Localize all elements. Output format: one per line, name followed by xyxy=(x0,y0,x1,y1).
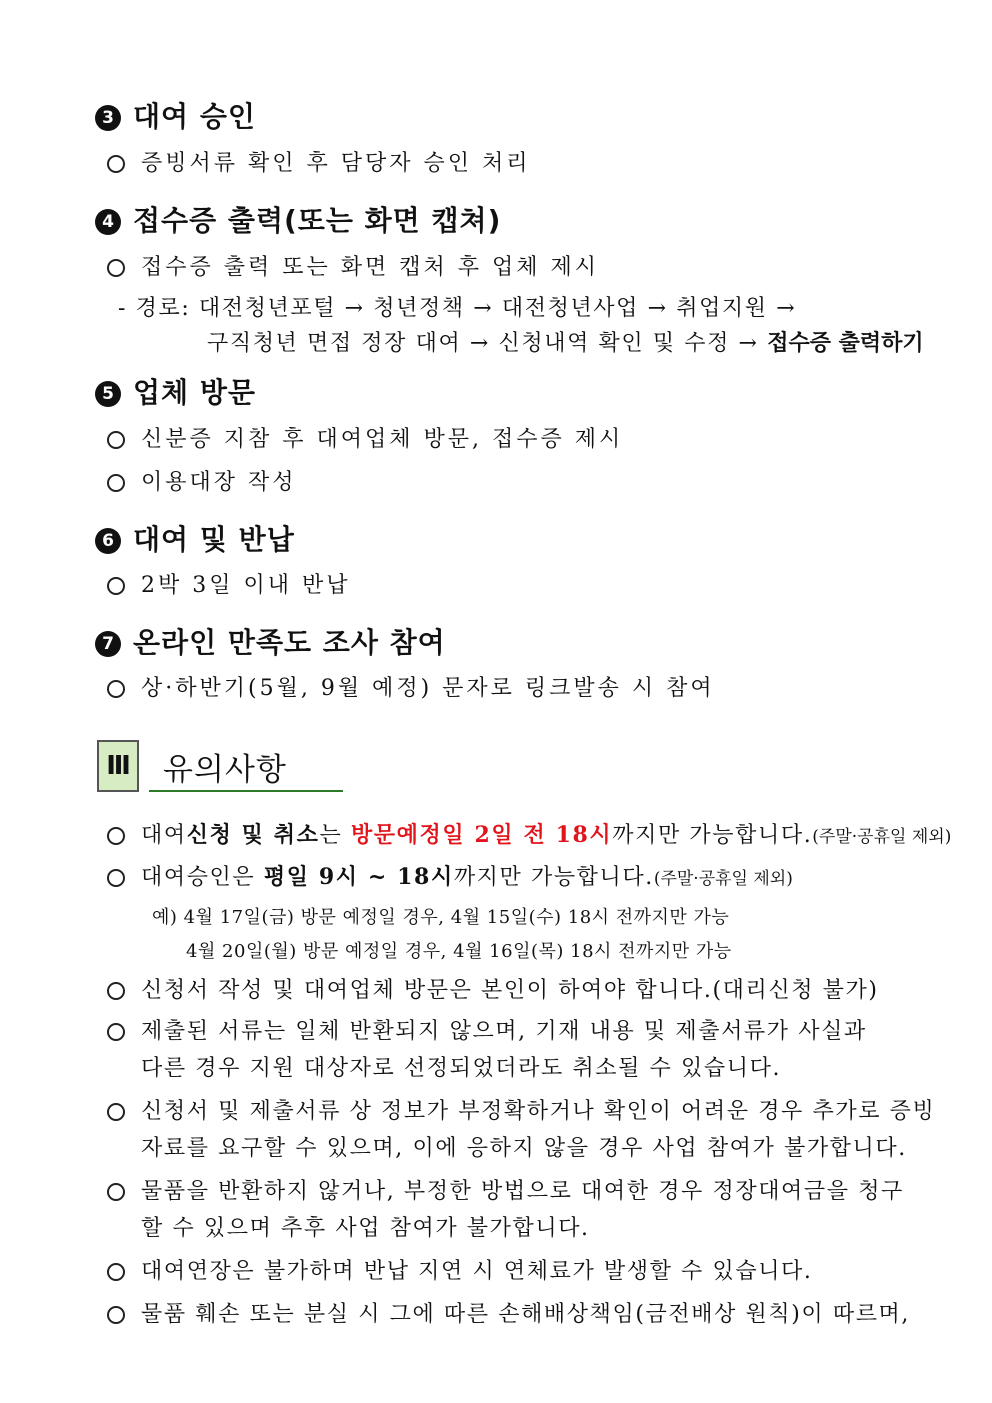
section-title-underline xyxy=(149,790,343,792)
path-line-1: - 경로: 대전청년포털 → 청년정책 → 대전청년사업 → 취업지원 → xyxy=(118,296,797,321)
step-7-heading xyxy=(95,621,446,661)
step-6-heading xyxy=(95,518,295,558)
circle-bullet-icon xyxy=(107,1306,125,1324)
section-title: 유의사항 xyxy=(163,752,287,788)
circle-bullet-icon xyxy=(107,474,125,492)
step-number-badge: 3 xyxy=(95,105,121,131)
note-item-4-cont: 다른 경우 지원 대상자로 선정되었더라도 취소될 수 있습니다. xyxy=(141,1056,782,1081)
note-item-5-cont: 자료를 요구할 수 있으며, 이에 응하지 않을 경우 사업 참여가 불가합니다. xyxy=(141,1136,907,1161)
step-number-badge: 6 xyxy=(95,528,121,554)
circle-bullet-icon xyxy=(107,155,125,173)
circle-bullet-icon xyxy=(107,869,125,887)
step-7-title: 온라인 만족도 조사 참여 xyxy=(133,626,446,659)
list-item: 신분증 지참 후 대여업체 방문, 접수증 제시 xyxy=(107,422,623,453)
note-item-7: 대여연장은 불가하며 반납 지연 시 연체료가 발생할 수 있습니다. xyxy=(107,1254,813,1285)
step-4-heading xyxy=(95,199,501,239)
circle-bullet-icon xyxy=(107,259,125,277)
list-item: 상·하반기(5월, 9월 예정) 문자로 링크발송 시 참여 xyxy=(107,671,715,702)
step-6-title: 대여 및 반납 xyxy=(133,523,295,556)
circle-bullet-icon xyxy=(107,680,125,698)
circle-bullet-icon xyxy=(107,1183,125,1201)
note-item-6: 물품을 반환하지 않거나, 부정한 방법으로 대여한 경우 정장대여금을 청구 xyxy=(107,1174,904,1205)
step-3-title: 대여 승인 xyxy=(133,100,256,133)
note-item-4: 제출된 서류는 일체 반환되지 않으며, 기재 내용 및 제출서류가 사실과 xyxy=(107,1014,867,1045)
step-number-badge: 7 xyxy=(95,631,121,657)
circle-bullet-icon xyxy=(107,982,125,1000)
step-4-title: 접수증 출력(또는 화면 캡쳐) xyxy=(133,204,502,237)
note-item-5: 신청서 및 제출서류 상 정보가 부정확하거나 확인이 어려운 경우 추가로 증빙 xyxy=(107,1094,935,1125)
path-final-step: 접수증 출력하기 xyxy=(767,330,924,356)
example-line-1: 예) 4월 17일(금) 방문 예정일 경우, 4월 15일(수) 18시 전까지만 가능 xyxy=(152,907,730,928)
circle-bullet-icon xyxy=(107,1263,125,1281)
step-5-title: 업체 방문 xyxy=(133,376,256,409)
note-item-8: 물품 훼손 또는 분실 시 그에 따른 손해배상책임(금전배상 원칙)이 따르며, xyxy=(107,1297,910,1328)
circle-bullet-icon xyxy=(107,827,125,845)
roman-numeral-badge: Ⅲ xyxy=(97,740,139,792)
step-3-heading xyxy=(95,95,256,135)
note-item-1: 대여신청 및 취소는 방문예정일 2일 전 18시까지만 가능합니다.(주말·공휴일 제외) xyxy=(107,818,951,849)
note-item-2: 대여승인은 평일 9시 ~ 18시까지만 가능합니다.(주말·공휴일 제외) xyxy=(107,860,793,891)
circle-bullet-icon xyxy=(107,431,125,449)
step-number-badge: 5 xyxy=(95,381,121,407)
note-item-3: 신청서 작성 및 대여업체 방문은 본인이 하여야 합니다.(대리신청 불가) xyxy=(107,973,879,1004)
circle-bullet-icon xyxy=(107,1023,125,1041)
circle-bullet-icon xyxy=(107,577,125,595)
list-item: 2박 3일 이내 반납 xyxy=(107,568,351,599)
highlighted-deadline: 방문예정일 2일 전 18시 xyxy=(350,822,613,848)
circle-bullet-icon xyxy=(107,1103,125,1121)
path-line-2: 구직청년 면접 정장 대여 → 신청내역 확인 및 수정 → 접수증 출력하기 xyxy=(207,330,924,356)
list-item: 증빙서류 확인 후 담당자 승인 처리 xyxy=(107,146,531,177)
note-item-6-cont: 할 수 있으며 추후 사업 참여가 불가합니다. xyxy=(141,1216,590,1241)
step-number-badge: 4 xyxy=(95,209,121,235)
step-5-heading xyxy=(95,371,256,411)
list-item: 접수증 출력 또는 화면 캡처 후 업체 제시 xyxy=(107,250,599,281)
example-line-2: 4월 20일(월) 방문 예정일 경우, 4월 16일(목) 18시 전까지만 가능 xyxy=(186,941,732,962)
list-item: 이용대장 작성 xyxy=(107,465,297,496)
